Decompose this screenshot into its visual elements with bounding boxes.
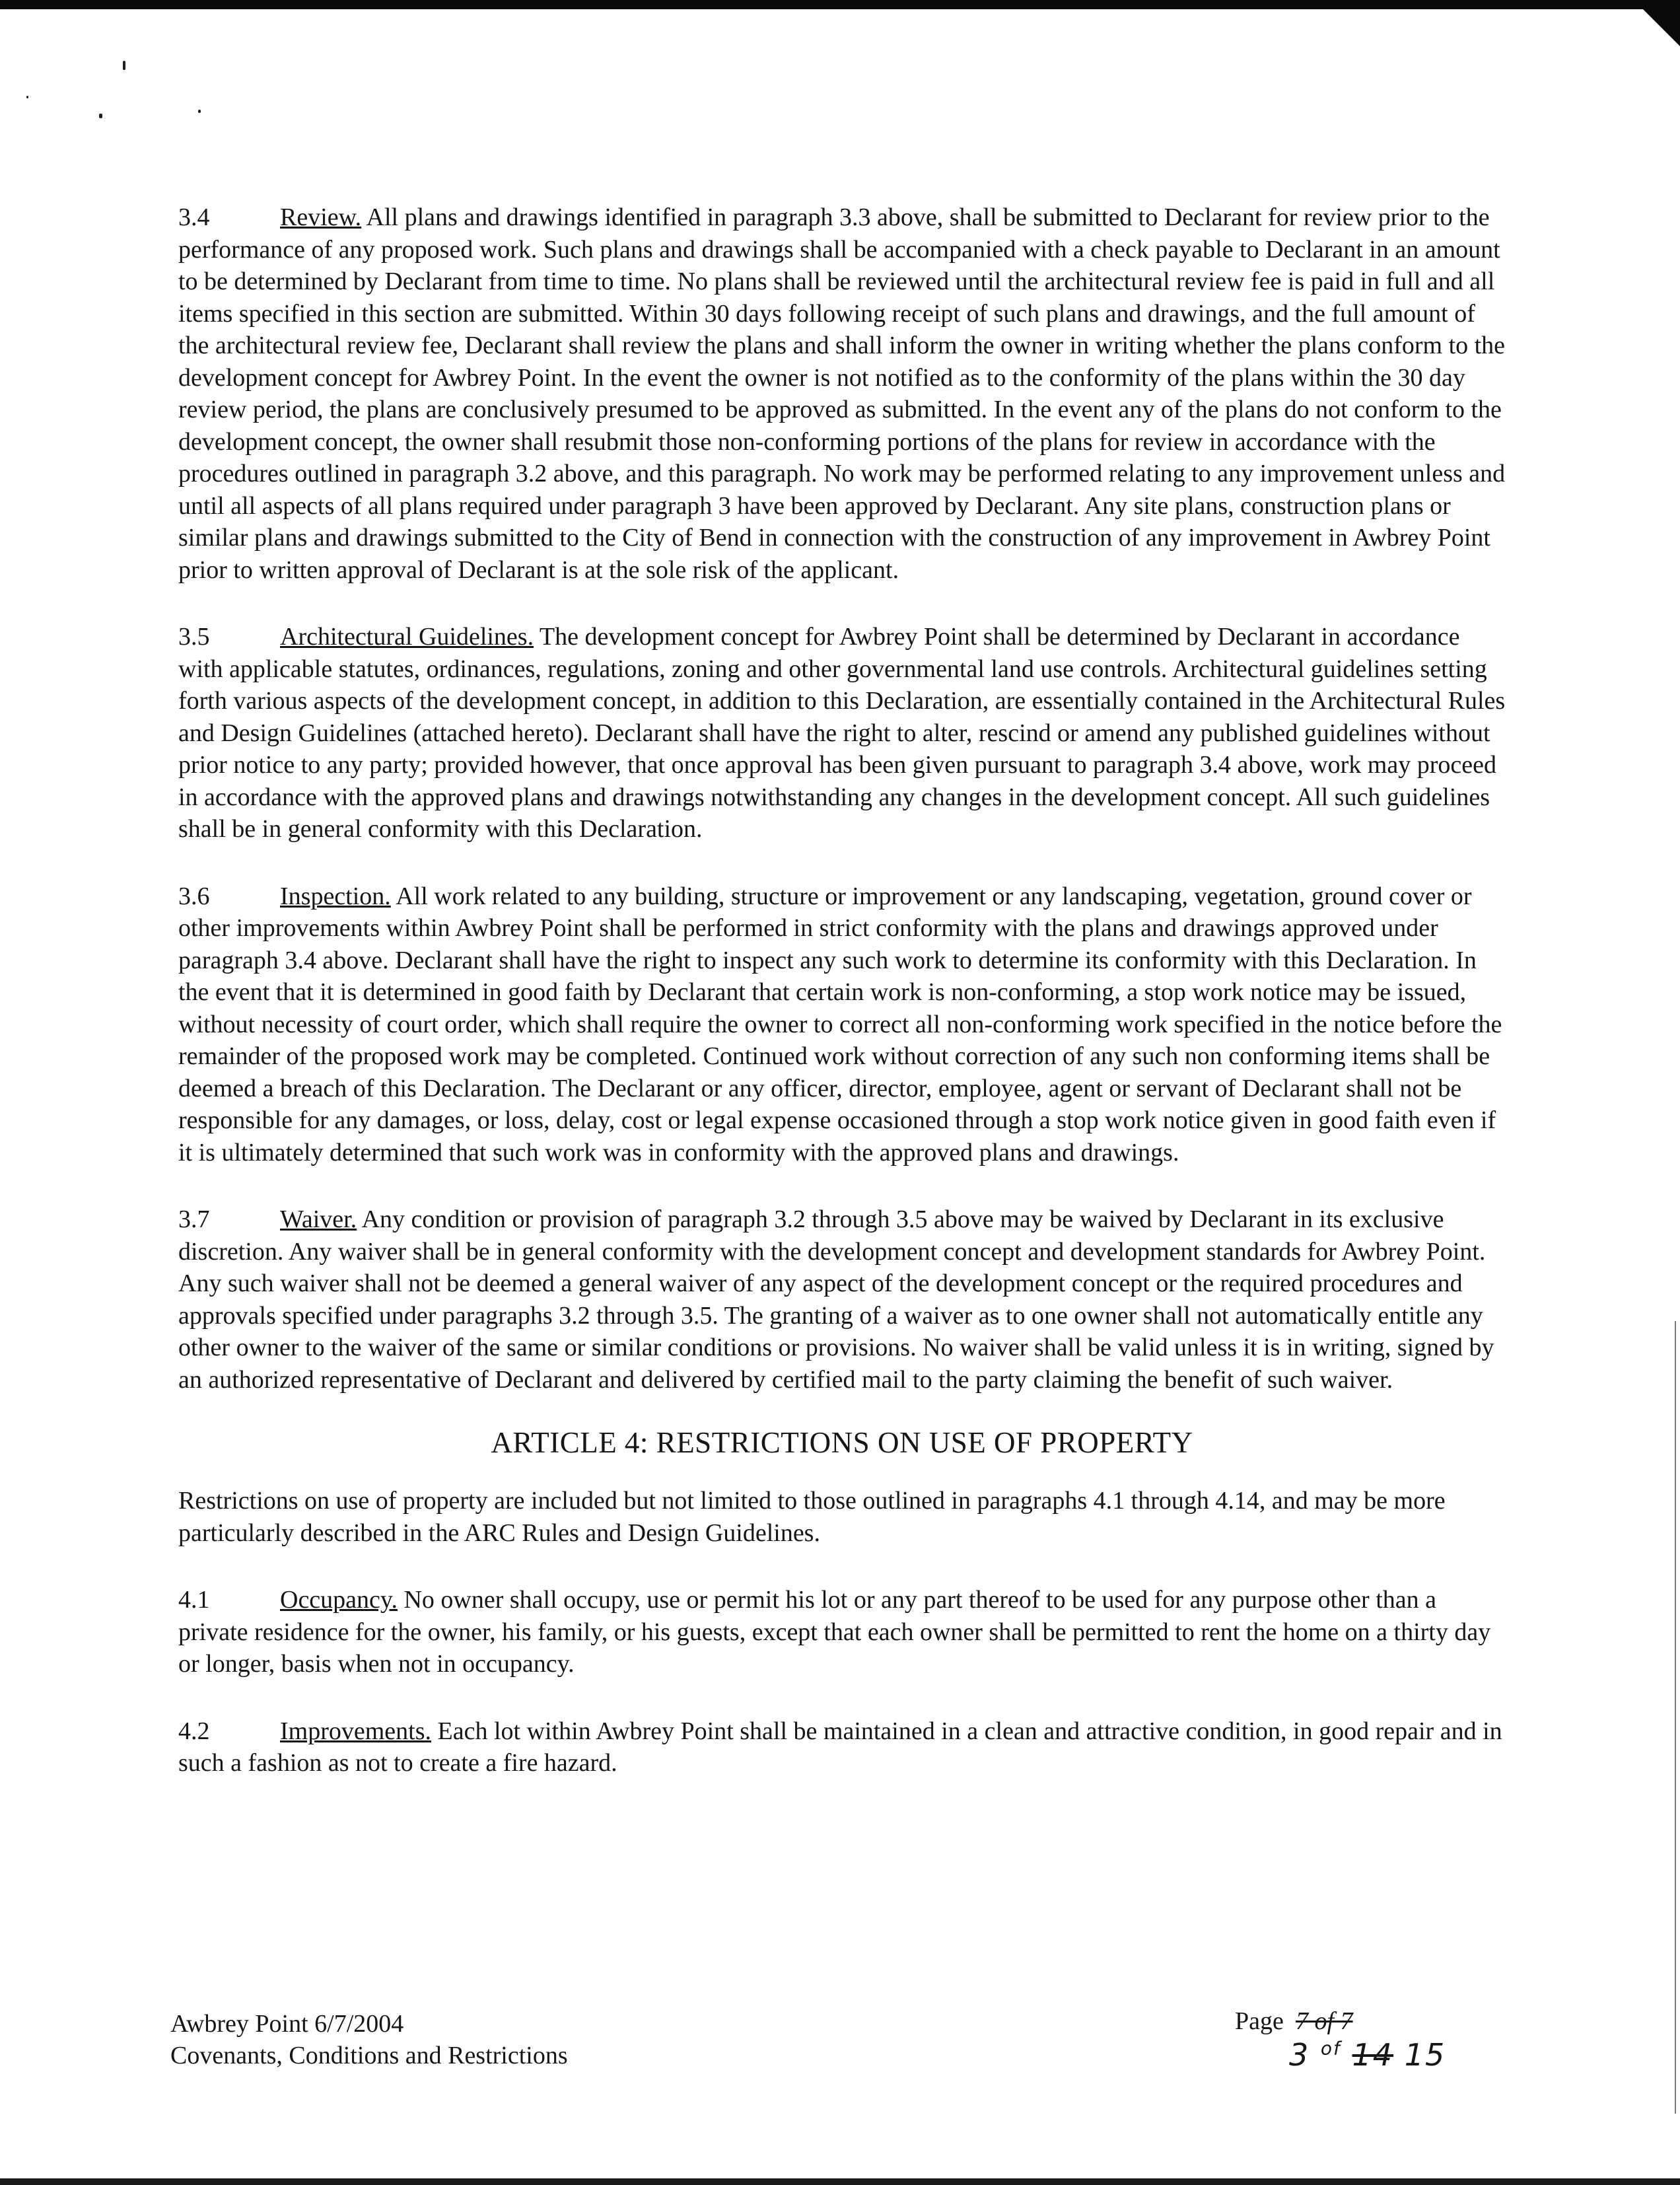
- section-heading: Architectural Guidelines.: [280, 623, 534, 651]
- page-number: [1235, 2007, 1499, 2079]
- section-text: Each lot within Awbrey Point shall be maintained in a clean and attractive condition, in good repair and in such a fashion as not to create a fire hazard.: [178, 1717, 1502, 1777]
- scan-right-edge: [1675, 1321, 1676, 2114]
- section-4-1: [178, 1584, 1506, 1680]
- section-heading: Waiver.: [280, 1205, 357, 1233]
- article-4-intro: Restrictions on use of property are included but not limited to those outlined in paragraphs 4.1 through 4.14, and may be more particularly described in the ARC Rules and Design Guidelines.: [178, 1487, 1446, 1547]
- section-number: 3.7: [178, 1205, 210, 1233]
- footer-title-date: Awbrey Point 6/7/2004: [170, 2010, 404, 2038]
- section-text: No owner shall occupy, use or permit his lot or any part thereof to be used for any purpose other than a private residence for the owner, his family, or his guests, except that each owner shall be permitted to rent the home on a thirty day or longer, basis when not in occupancy.: [178, 1586, 1491, 1678]
- section-number: 4.1: [178, 1586, 210, 1614]
- page-hand-of: of: [1320, 2037, 1341, 2060]
- scan-corner-mark: [1634, 0, 1680, 46]
- article-4-title: ARTICLE 4: RESTRICTIONS ON USE OF PROPERTY: [491, 1426, 1193, 1459]
- scan-top-edge: [0, 0, 1680, 9]
- document-body: [178, 201, 1506, 1814]
- section-3-6: [178, 880, 1506, 1169]
- page-hand-total: 15: [1404, 2037, 1446, 2073]
- section-number: 3.5: [178, 623, 210, 651]
- scan-speck: [26, 96, 28, 98]
- section-heading: Improvements.: [280, 1717, 432, 1745]
- scan-speck: [198, 110, 201, 113]
- page-hand-current: 3: [1289, 2037, 1310, 2073]
- section-number: 3.6: [178, 882, 210, 910]
- section-text: The development concept for Awbrey Point shall be determined by Declarant in accordance with applicable statutes, ordinances, regulations, zoning and other governmental land use controls. Architectural guidelines setting forth various aspects of the development concept, in addition to this Declaration, are essentially contained in the Architectural Rules and Design Guidelines (attached hereto). Declarant shall have the right to alter, rescind or amend any published guidelines without prior notice to any party; provided however, that once approval has been given pursuant to paragraph 3.4 above, work may proceed in accordance with the approved plans and drawings notwithstanding any changes in the development concept. All such guidelines shall be in general conformity with this Declaration.: [178, 623, 1506, 843]
- section-3-4: [178, 201, 1506, 586]
- section-heading: Review.: [280, 203, 362, 231]
- section-number: 4.2: [178, 1717, 210, 1745]
- page-struck-number: 7 of 7: [1296, 2007, 1353, 2035]
- page-label: Page: [1235, 2007, 1284, 2035]
- section-number: 3.4: [178, 203, 210, 231]
- scan-bottom-edge: [0, 2178, 1680, 2185]
- page-handwritten-number: [1289, 2037, 1446, 2073]
- scan-speck: [99, 114, 102, 118]
- footer-subtitle: Covenants, Conditions and Restrictions: [170, 2042, 568, 2069]
- section-4-2: [178, 1715, 1506, 1779]
- section-heading: Inspection.: [280, 882, 391, 910]
- scan-speck: [123, 61, 125, 70]
- section-3-7: [178, 1203, 1506, 1396]
- section-text: All work related to any building, structure or improvement or any landscaping, vegetation, ground cover or other improvements within Awbrey Point shall be performed in strict conformity with the plans and drawings approved under paragraph 3.4 above. Declarant shall have the right to inspect any such work to determine its conformity with this Declaration. In the event that it is determined in good faith by Declarant that certain work is non-conforming, a stop work notice may be issued, without necessity of court order, which shall require the owner to correct all non-conforming work specified in the notice before the remainder of the proposed work may be completed. Continued work without correction of any such non conforming items shall be deemed a breach of this Declaration. The Declarant or any officer, director, employee, agent or servant of Declarant shall not be responsible for any damages, or loss, delay, cost or legal expense occasioned through a stop work notice given in good faith even if it is ultimately determined that such work was in conformity with the approved plans and drawings.: [178, 882, 1502, 1166]
- section-heading: Occupancy.: [280, 1586, 398, 1614]
- section-3-5: [178, 621, 1506, 845]
- footer-document-info: [170, 2008, 568, 2071]
- page-hand-struck: 14: [1352, 2037, 1394, 2073]
- section-text: All plans and drawings identified in paragraph 3.3 above, shall be submitted to Declarant for review prior to the performance of any proposed work. Such plans and drawings shall be accompanied with a check payable to Declarant in an amount to be determined by Declarant from time to time. No plans shall be reviewed until the architectural review fee is paid in full and all items specified in this section are submitted. Within 30 days following receipt of such plans and drawings, and the full amount of the architectural review fee, Declarant shall review the plans and shall inform the owner in writing whether the plans conform to the development concept for Awbrey Point. In the event the owner is not notified as to the conformity of the plans within the 30 day review period, the plans are conclusively presumed to be approved as submitted. In the event any of the plans do not conform to the development concept, the owner shall resubmit those non-conforming portions of the plans for review in accordance with the procedures outlined in paragraph 3.2 above, and this paragraph. No work may be performed relating to any improvement unless and until all aspects of all plans required under paragraph 3 have been approved by Declarant. Any site plans, construction plans or similar plans and drawings submitted to the City of Bend in connection with the construction of any improvement in Awbrey Point prior to written approval of Declarant is at the sole risk of the applicant.: [178, 203, 1506, 584]
- section-text: Any condition or provision of paragraph 3.2 through 3.5 above may be waived by Declarant in its exclusive discretion. Any waiver shall be in general conformity with the development concept and development standards for Awbrey Point. Any such waiver shall not be deemed a general waiver of any aspect of the development concept or the required procedures and approvals specified under paragraphs 3.2 through 3.5. The granting of a waiver as to one owner shall not automatically entitle any other owner to the waiver of the same or similar conditions or provisions. No waiver shall be valid unless it is in writing, signed by an authorized representative of Declarant and delivered by certified mail to the party claiming the benefit of such waiver.: [178, 1205, 1494, 1394]
